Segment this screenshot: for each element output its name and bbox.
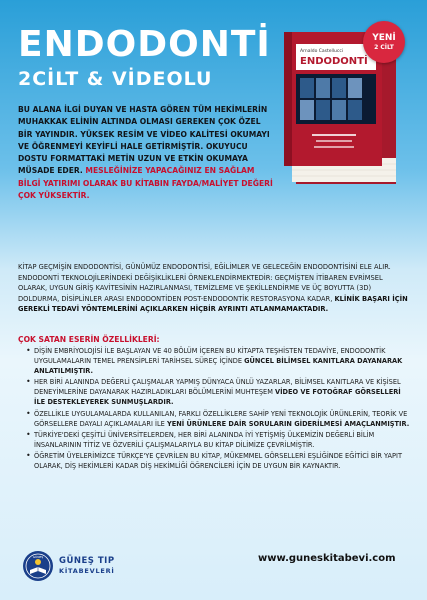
logo-line1: GÜNEŞ TIP <box>59 556 115 566</box>
feature-text: HER BİRİ ALANINDA DEĞERLİ ÇALIŞMALAR YAPMIŞ DÜNYACA ÜNLÜ YAZARLAR, BİLİMSEL KANITLARA VE KİŞİSEL DENEYİMLERİNE DAYANARAK HAZIRLADIKLARI BÖLÜMLERİNİ MUHTEŞEM <box>34 378 401 397</box>
book-author: Arnaldo Castellucci <box>300 49 344 54</box>
logo-line2: KİTABEVLERİ <box>59 567 115 575</box>
logo-abbr: GÜNEŞ <box>32 555 44 559</box>
list-item <box>26 451 410 471</box>
list-item <box>26 430 410 450</box>
book-title: ENDODONTİ <box>300 56 368 67</box>
paragraph-bold: KLİNİK BAŞARI İÇİN GEREKLİ TEDAVİ YÖNTEMLERİNİ AÇIKLARKEN HİÇBİR AYRINTI ATLANMAMAKTADIR. <box>18 294 408 314</box>
feature-bold: GÜNCEL BİLİMSEL KANITLARA DAYANARAK ANLATILMIŞTIR. <box>34 357 403 376</box>
page-subtitle: 2CİLT & VİDEOLU <box>18 68 213 90</box>
feature-text: DİŞİN EMBRİYOLOJİSİ İLE BAŞLAYAN VE 40 BÖLÜM İÇEREN BU KİTAPTA TEŞHİSTEN TEDAVİYE, ENDODONTİK UYGULAMALARIN TEMEL PRENSİPLERİ TARİHSEL SÜREÇ İÇİNDE <box>34 347 386 366</box>
features-heading: ÇOK SATAN ESERİN ÖZELLİKLERİ: <box>18 335 160 344</box>
new-badge <box>363 21 405 63</box>
intro-text-block <box>18 104 276 202</box>
features-list <box>26 346 410 472</box>
badge-line1: YENİ <box>372 33 396 43</box>
feature-text: ÖĞRETİM ÜYELERİMİZCE TÜRKÇE'YE ÇEVRİLEN BU KİTAP, MÜKEMMEL GÖRSELLERİ EŞLİĞİNDE EĞİTİCİ BİR YAPIT OLARAK, DİŞ HEKİMLERİ KADAR DİŞ HEKİMLİĞİ ÖĞRENCİLERİ İÇİN DE UYGUN BİR KAYNAKTIR. <box>34 451 403 471</box>
feature-bold: YENİ ÜRÜNLERE DAİR SORULARIN GİDERİLMESİ AMAÇLANMIŞTIR. <box>166 419 410 428</box>
publisher-logo[interactable] <box>22 550 115 582</box>
intro-text: BU ALANA İLGİ DUYAN VE HASTA GÖREN TÜM HEKİMLERİN MUHAKKAK ELİNİN ALTINDA OLMASI GEREKEN ÇOK ÖZEL BİR YAYINDIR. YÜKSEK RESİM VE VİDEO KALİTESİ OKUMAYI VE ÖĞRENMEYİ KEYİFLİ HALE GETİRMİŞTİR. OKUYUCU DOSTU FORMATTAKİ METİN UZUN VE ETKİN OKUMAYA MÜSADE EDER. <box>18 105 270 176</box>
feature-text: TÜRKİYE'DEKİ ÇEŞİTLİ ÜNİVERSİTELERDEN, HER BİRİ ALANINDA İYİ YETİŞMİŞ ÜLKEMİZİN DEĞERLİ BİLİM İNSANLARININ TİTİZ VE ÖZVERİLİ ÇALIŞMALARIYLA BU KİTAP DİLİMİZE ÇEVRİLMİŞTİR. <box>34 430 375 449</box>
list-item <box>26 346 410 376</box>
intro-highlight: MESLEĞİNİZE YAPACAĞINIZ EN SAĞLAM BİLGİ YATIRIMI OLARAK BU KİTABIN FAYDA/MALİYET DEĞERİ ÇOK YÜKSEKTİR. <box>18 166 273 201</box>
website-link[interactable]: www.guneskitabevi.com <box>258 553 396 564</box>
badge-line2: 2 CİLT <box>374 44 394 51</box>
description-paragraph <box>18 262 410 315</box>
list-item <box>26 377 410 407</box>
feature-bold: VİDEO VE FOTOĞRAF GÖRSELLERİ İLE DESTEKLEYEREK SUNMUŞLARDIR. <box>34 388 401 407</box>
list-item <box>26 409 410 429</box>
sun-book-icon <box>22 550 54 582</box>
feature-text: ÖZELLİKLE UYGULAMALARDA KULLANILAN, FARKLI ÖZELLİKLERE SAHİP YENİ TEKNOLOJİK ÜRÜNLERİN, TEORİK VE GÖRSELLERE DAYALI AÇIKLAMALARI İLE <box>34 409 408 428</box>
page-title: ENDODONTİ <box>18 24 271 65</box>
paragraph-text: KİTAP GEÇMİŞİN ENDODONTİSİ, GÜNÜMÜZ ENDODONTİSİ, EĞİLİMLER VE GELECEĞİN ENDODONTİSİNİ ELE ALIR. ENDODONTİ TEKNOLOJİLERİNDEKİ DEĞİŞİKLİKLERİ ÖRNEKLENDİRMEKTEDİR: GEÇMİŞTEN İTİBAREN EVRİMSEL OLARAK, UYGUN GİRİŞ KAVİTESİNİN HAZIRLANMASI, TEMİZLEME VE ŞEKİLLENDİRME VE ÜÇ BOYUTTA (3D) DOLDURMA, DİSİPLİNLER ARASI ENDODONTİDEN POST-ENDODONTİK RESTORASYONA KADAR, <box>18 263 391 303</box>
